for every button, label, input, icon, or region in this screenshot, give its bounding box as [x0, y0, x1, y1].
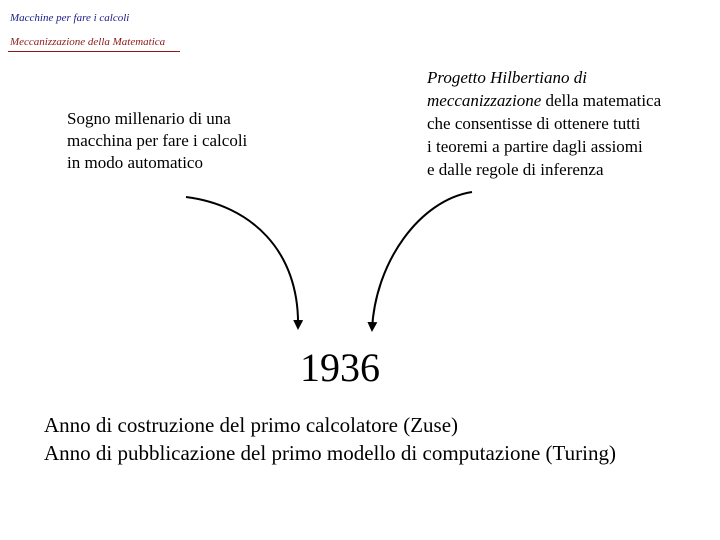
right-text-line-4: i teoremi a partire dagli assiomi [427, 137, 643, 156]
right-curved-arrow [372, 192, 472, 330]
left-curved-arrow [186, 197, 298, 328]
bottom-text-line-2: Anno di pubblicazione del primo modello di computazione (Turing) [44, 441, 616, 465]
slide-header-title: Macchine per fare i calcoli [10, 12, 130, 24]
right-text-line-2-italic: meccanizzazione [427, 91, 542, 110]
left-text-line-1: Sogno millenario di una [67, 109, 231, 128]
slide-header-subtitle: Meccanizzazione della Matematica [10, 36, 166, 48]
right-text-line-5: e dalle regole di inferenza [427, 160, 604, 179]
bottom-text-line-1: Anno di costruzione del primo calcolatore (Zuse) [44, 413, 459, 437]
right-text-line-3: che consentisse di ottenere tutti [427, 114, 641, 133]
right-text-line-1: Progetto Hilbertiano di [427, 68, 587, 87]
bottom-text-block [44, 411, 616, 467]
left-text-line-3: in modo automatico [67, 153, 203, 172]
left-text-line-2: macchina per fare i calcoli [67, 131, 248, 150]
year-label: 1936 [300, 345, 380, 390]
right-text-line-2-rest: della matematica [541, 91, 662, 110]
